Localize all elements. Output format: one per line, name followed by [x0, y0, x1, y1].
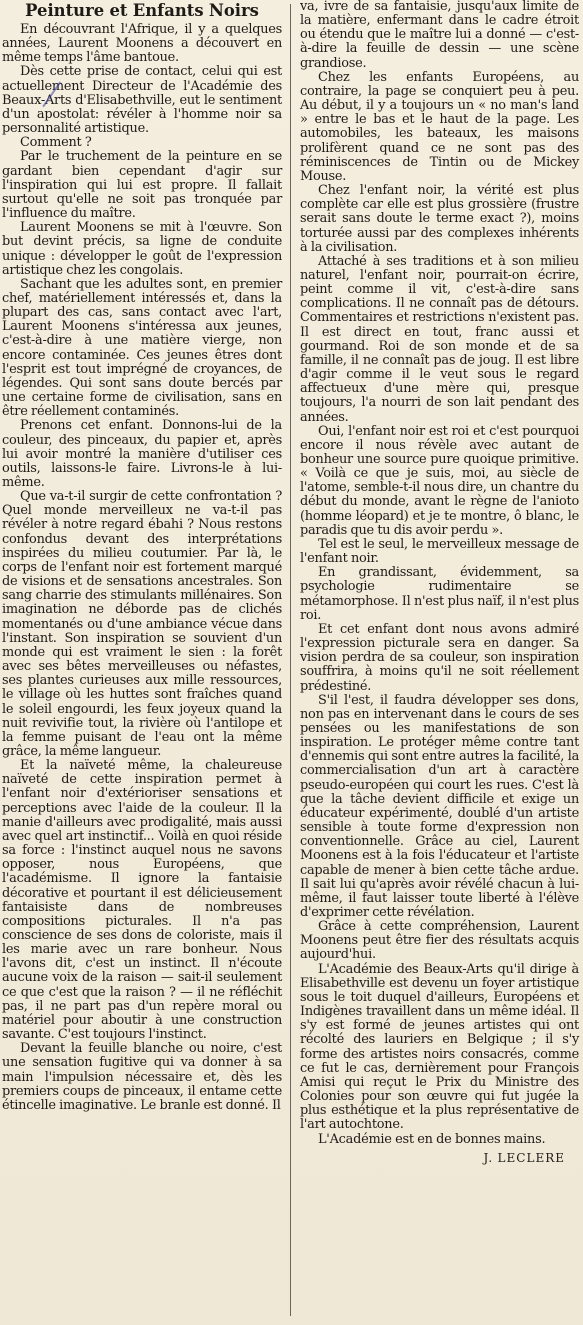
paragraph: Laurent Moonens se mit à l'œuvre. Son but devint précis, sa ligne de conduite unique : développer le goût de l'expression artistique chez les congolais. [2, 220, 282, 278]
paragraph: Que va-t-il surgir de cette confrontation ? Quel monde merveilleux ne va-t-il pas révéler à notre regard ébahi ? Nous restons confondus devant des interprétations inspirées du milieu coutumier. Par là, le corps de l'enfant noir est fortement marqué de visions et de sensations ancestrales. Son sang charrie des stimulants millénaires. Son imagination ne déborde pas de clichés momentanés ou d'une ambiance vécue dans l'instant. Son inspiration se souvient d'un monde qui est vraiment le sien : la forêt avec ses bêtes merveilleuses ou néfastes, ses plantes curieuses aux mille ressources, le village où les huttes sont fraîches quand le soleil engourdi, les feux joyeux quand la nuit revivifie tout, la rivière où l'antilope et la femme puisant de l'eau ont la même grâce, la même langueur. [2, 489, 282, 759]
paragraph: Tel est le seul, le merveilleux message de l'enfant noir. [300, 536, 579, 567]
paragraph: Et la naïveté même, la chaleureuse naïveté de cette inspiration permet à l'enfant noir d'extérioriser sensations et perceptions avec l'aide de la couleur. Il la manie d'ailleurs avec prodigalité, mais aussi avec quel art instinctif... Voilà en quoi réside sa force : l'instinct auquel nous ne savons opposer, nous Européens, que l'académisme. Il ignore la fantaisie décorative et pourtant il est délicieusement fantaisiste dans de nombreuses compositions picturales. Il n'a pas conscience de ses dons de coloriste, mais il les marie avec un rare bonheur. Nous l'avons dit, c'est un instinct. Il n'écoute aucune voix de la raison — sait-il seulement ce que c'est que la raison ? — il ne réfléchit pas, il ne part pas d'un repère moral ou matériel pour aboutir à une construction savante. C'est toujours l'instinct. [2, 758, 282, 1043]
author-signature: J. LECLERE [483, 1150, 565, 1165]
paragraph: Et cet enfant dont nous avons admiré l'expression picturale sera en danger. Sa vision perdra de sa couleur, son inspiration souffrira, à moins qu'il ne soit réellement prédestiné. [300, 621, 579, 694]
right-column [300, 0, 579, 1165]
paragraph: Chez les enfants Européens, au contraire, la page se conquiert peu à peu. Au début, il y a toujours un « no man's land » entre le bas et le haut de la page. Les automobiles, les bateaux, les maisons prolifèrent quand ce ne sont pas des réminiscences de Tintin ou de Mickey Mouse. [300, 69, 579, 184]
paragraph: Devant la feuille blanche ou noire, c'est une sensation fugitive qui va donner à sa main l'impulsion nécessaire et, dès les premiers coups de pinceaux, il entame cette étincelle imaginative. Le branle est donné. Il [2, 1041, 282, 1113]
paragraph: Oui, l'enfant noir est roi et c'est pourquoi encore il nous révèle avec autant de bonheur une source pure quoique primitive. « Voilà ce que je suis, moi, au siècle de l'atome, semble-t-il nous dire, un chantre du début du monde, avant le règne de l'anioto (homme léopard) et je te montre, ô blanc, le paradis que tu dis avoir perdu ». [300, 423, 579, 538]
paragraph: L'Académie des Beaux-Arts qu'il dirige à Elisabethville est devenu un foyer artistique sous le toit duquel d'ailleurs, Européens et Indigènes travaillent dans un même idéal. Il s'y est formé de jeunes artistes qui ont récolté des lauriers en Belgique ; il s'y forme des artistes noirs consacrés, comme ce fut le cas, dernièrement pour François Amisi qui reçut le Prix du Ministre des Colonies pour son œuvre qui fut jugée la plus esthétique et la plus représentative de l'art autochtone. [300, 961, 579, 1133]
paragraph: Comment ? [20, 135, 92, 151]
paragraph: Grâce à cette compréhension, Laurent Moonens peut être fier des résultats acquis aujourd'hui. [300, 919, 579, 963]
paragraph: Par le truchement de la peinture en se gardant bien cependant d'agir sur l'inspiration qui lui est propre. Il fallait surtout qu'elle ne soit pas tronquée par l'influence du maître. [2, 149, 282, 222]
paragraph: En grandissant, évidemment, sa psychologie rudimentaire se métamorphose. Il n'est plus naïf, il n'est plus roi. [300, 565, 579, 623]
column-divider [290, 4, 291, 1316]
article-title: Peinture et Enfants Noirs [25, 1, 259, 20]
paragraph: S'il l'est, il faudra développer ses dons, non pas en intervenant dans le cours de ses pensées ou les manifestations de son inspiration. Le protéger même contre tant d'ennemis qui sont entre autres la facilité, la commercialisation d'un art à caractère pseudo-européen qui court les rues. C'est là que la tâche devient difficile et exige un éducateur expérimenté, doublé d'un artiste sensible à toute forme d'expression non conventionnelle. Grâce au ciel, Laurent Moonens est à la fois l'éducateur et l'artiste capable de mener à bien cette tâche ardue. Il sait lui qu'après avoir révélé chacun à lui-même, il faut laisser toute liberté à l'élève d'exprimer cette révélation. [300, 692, 579, 920]
paragraph: Dès cette prise de contact, celui qui est actuellement Directeur de l'Académie des Beaux-Arts d'Elisabethville, eut le sentiment d'un apostolat: révéler à l'homme noir sa personnalité artistique. [2, 64, 282, 137]
paragraph: Sachant que les adultes sont, en premier chef, matériellement intéressés et, dans la plupart des cas, sans contact avec l'art, Laurent Moonens s'intéressa aux jeunes, c'est-à-dire à une matière vierge, non encore contaminée. Ces jeunes êtres dont l'esprit est tout imprégné de croyances, de légendes. Qui sont sans doute bercés par une certaine forme de civilisation, sans en être réellement contaminés. [2, 276, 282, 420]
paragraph: Chez l'enfant noir, la vérité est plus complète car elle est plus grossière (frustre serait sans doute le terme exact ?), moins torturée aussi par des complexes inhérents à la civilisation. [300, 183, 579, 255]
paragraph: En découvrant l'Afrique, il y a quelques années, Laurent Moonens a découvert en même temps l'âme bantoue. [2, 22, 282, 66]
left-column [2, 0, 282, 1113]
paragraph: Prenons cet enfant. Donnons-lui de la couleur, des pinceaux, du papier et, après lui avoir montré la manière d'utiliser ces outils, laissons-le faire. Livrons-le à lui-même. [2, 418, 282, 490]
paragraph: va, ivre de sa fantaisie, jusqu'aux limite de la matière, enfermant dans le cadre étroit ou étendu que le maître lui a donné — c'est-à-dire la feuille de dessin — une scène grandiose. [300, 0, 579, 71]
paragraph: L'Académie est en de bonnes mains. [318, 1131, 546, 1147]
paragraph: Attaché à ses traditions et à son milieu naturel, l'enfant noir, pourrait-on écrire, peint comme il vit, c'est-à-dire sans complications. Il ne connaît pas de détours. Commentaires et restrictions n'existent pas. Il est direct en tout, franc aussi et gourmand. Roi de son monde et de sa famille, il ne connaît pas de joug. Il est libre d'agir comme il le veut sous le regard affectueux d'une mère qui, presque toujours, l'a nourri de son lait pendant des années. [300, 253, 579, 425]
